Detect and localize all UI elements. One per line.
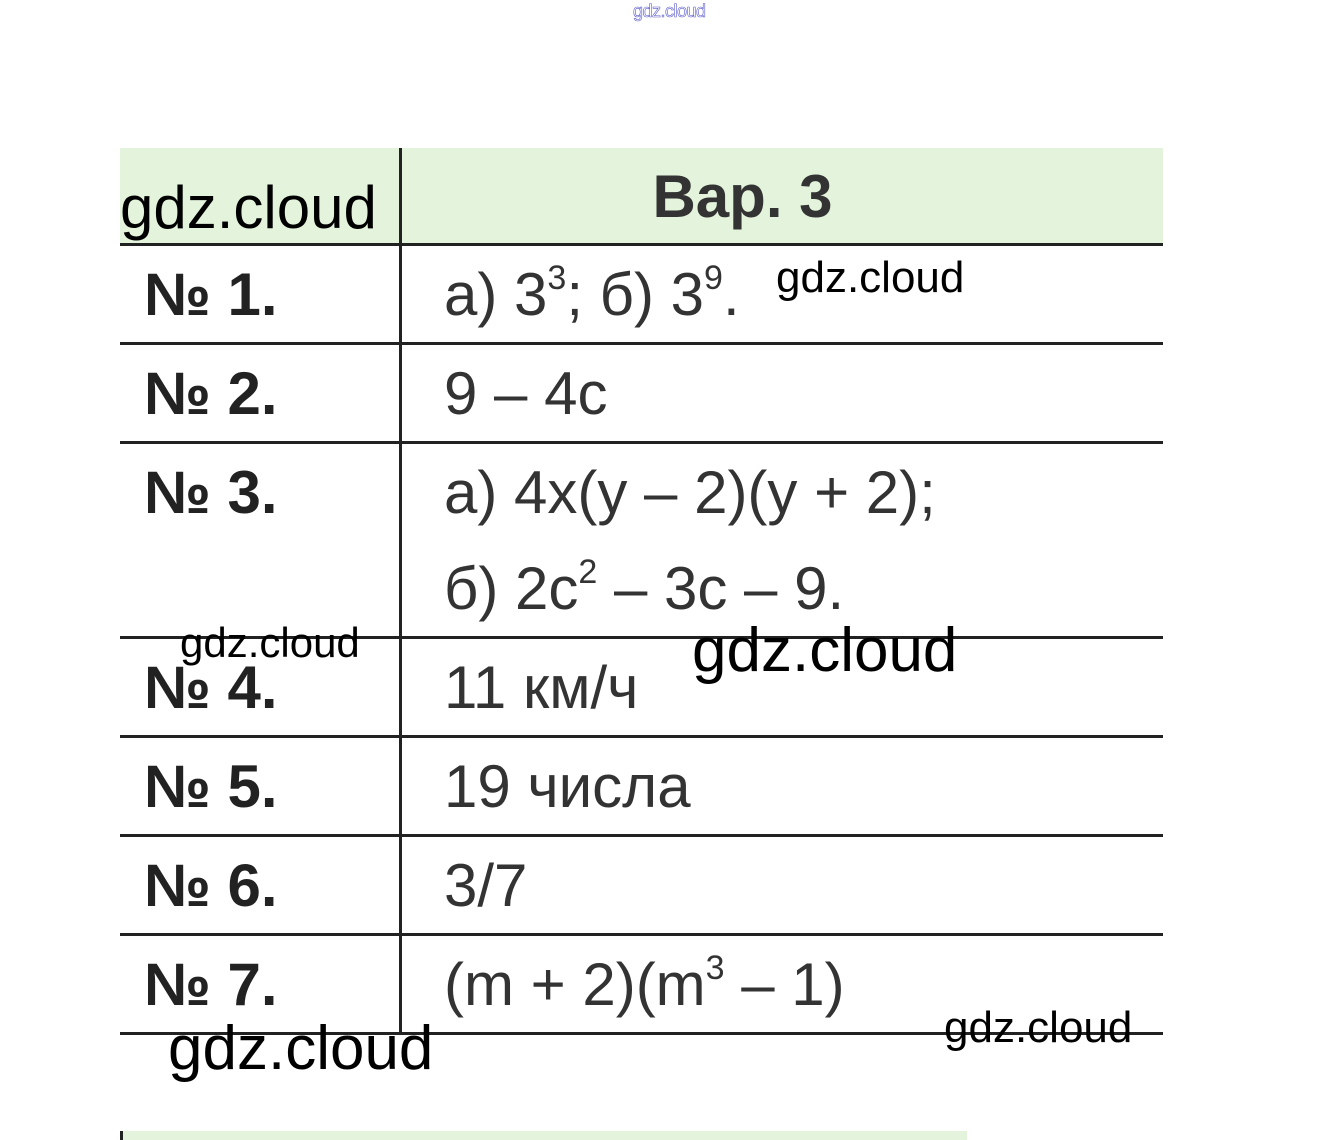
watermark: gdz.cloud <box>120 174 377 241</box>
table-row <box>120 345 1163 444</box>
next-table-border <box>120 1131 123 1140</box>
task-number: № 5. <box>120 738 402 834</box>
task-answer: 11 км/ч <box>444 654 639 721</box>
table-row <box>120 444 1163 639</box>
task-answer: а) 4x(y – 2)(y + 2); б) $2c^2 - 3c - 9$. <box>444 459 936 622</box>
task-number: № 3. <box>120 444 402 636</box>
watermark: gdz.cloud <box>692 616 958 685</box>
next-table-header-strip <box>120 1131 967 1140</box>
top-watermark: gdz.cloud <box>633 1 706 21</box>
task-number: № 7. <box>120 936 402 1032</box>
table-row <box>120 246 1163 345</box>
answer-table <box>120 148 1163 1035</box>
table-row <box>120 738 1163 837</box>
table-row <box>120 837 1163 936</box>
watermark: gdz.cloud <box>776 253 965 302</box>
task-number: № 4. <box>120 639 402 735</box>
watermark: gdz.cloud <box>180 619 360 666</box>
task-number: № 2. <box>120 345 402 441</box>
watermark: gdz.cloud <box>168 1014 434 1083</box>
task-answer: 19 числа <box>444 753 691 820</box>
task-answer: $(m + 2)(m^3 - 1)$ <box>444 949 845 1018</box>
variant-header: Вар. 3 <box>652 163 833 230</box>
task-answer: 9 – 4c <box>444 360 608 427</box>
task-answer: а) $3^3$; б) $3^9$. <box>444 259 740 328</box>
task-number: № 1. <box>120 246 402 342</box>
task-number: № 6. <box>120 837 402 933</box>
watermark: gdz.cloud <box>944 1003 1133 1052</box>
task-answer: 3/7 <box>444 852 528 919</box>
